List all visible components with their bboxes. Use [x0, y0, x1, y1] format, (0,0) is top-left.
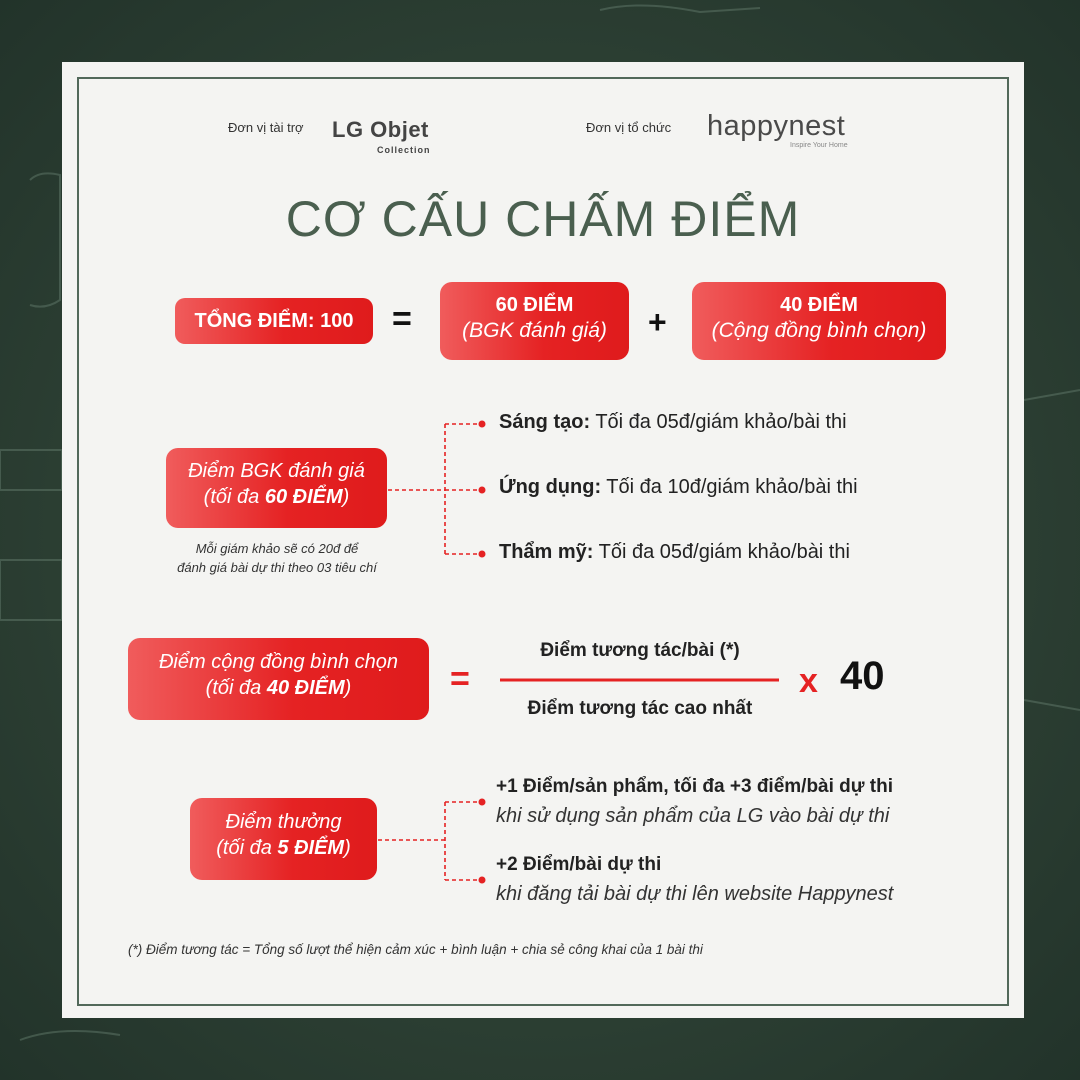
- bgk-score-box: [166, 448, 387, 528]
- bonus-item-1-desc: khi sử dụng sản phẩm của LG vào bài dự thi: [496, 805, 890, 827]
- organizer-label: Đơn vị tổ chức: [586, 120, 672, 135]
- criterion-application: Ứng dụng: Tối đa 10đ/giám khảo/bài thi: [499, 476, 858, 498]
- community-score-box: [128, 638, 429, 720]
- multiplier-value: 40: [840, 654, 885, 698]
- bgk-score-max: (tối đa 60 ĐIỂM): [203, 486, 350, 508]
- community-score-label: Điểm cộng đồng bình chọn: [158, 651, 399, 673]
- multiply-sign: x: [799, 662, 818, 700]
- equals-sign: =: [392, 300, 412, 338]
- page-title: CƠ CẤU CHẤM ĐIỂM: [285, 191, 801, 247]
- bonus-item-1-title: +1 Điểm/sản phẩm, tối đa +3 điểm/bài dự thi: [496, 776, 894, 797]
- bonus-score-label: Điểm thưởng: [225, 811, 342, 833]
- bgk-60-points-title: 60 ĐIỂM: [495, 294, 574, 316]
- footnote: (*) Điểm tương tác = Tổng số lượt thể hiện cảm xúc + bình luận + chia sẻ công khai của 1 bài thi: [128, 942, 703, 957]
- sponsor-label: Đơn vị tài trợ: [228, 120, 304, 135]
- happynest-logo-sub: Inspire Your Home: [790, 142, 848, 149]
- bgk-60-points-sub: (BGK đánh giá): [462, 319, 607, 342]
- lg-objet-logo-sub: Collection: [377, 145, 431, 155]
- community-score-max: (tối đa 40 ĐIỂM): [205, 677, 352, 699]
- criterion-creativity: Sáng tạo: Tối đa 05đ/giám khảo/bài thi: [499, 411, 847, 433]
- happynest-logo: happynest: [707, 110, 846, 142]
- bonus-score-max: (tối đa 5 ĐIỂM): [216, 837, 351, 859]
- criterion-aesthetics: Thẩm mỹ: Tối đa 05đ/giám khảo/bài thi: [499, 541, 850, 563]
- bonus-item-2-title: +2 Điểm/bài dự thi: [496, 854, 662, 875]
- plus-sign: +: [648, 304, 667, 340]
- bonus-item-2-desc: khi đăng tải bài dự thi lên website Happynest: [496, 883, 894, 905]
- bgk-note: Mỗi giám khảo sẽ có 20đ để đánh giá bài dự thi theo 03 tiêu chí: [177, 541, 377, 575]
- lg-objet-logo: LG Objet: [332, 117, 429, 142]
- fraction-denominator: Điểm tương tác cao nhất: [527, 698, 753, 719]
- community-40-points-sub: (Cộng đồng bình chọn): [711, 319, 927, 342]
- bgk-score-label: Điểm BGK đánh giá: [188, 460, 365, 482]
- total-score-label: TỔNG ĐIỂM: 100: [194, 310, 354, 332]
- community-40-points-title: 40 ĐIỂM: [780, 294, 858, 316]
- content-card: [62, 62, 1024, 1018]
- bonus-score-box: [190, 798, 377, 880]
- fraction-numerator: Điểm tương tác/bài (*): [540, 640, 740, 661]
- community-equals-sign: =: [450, 660, 470, 698]
